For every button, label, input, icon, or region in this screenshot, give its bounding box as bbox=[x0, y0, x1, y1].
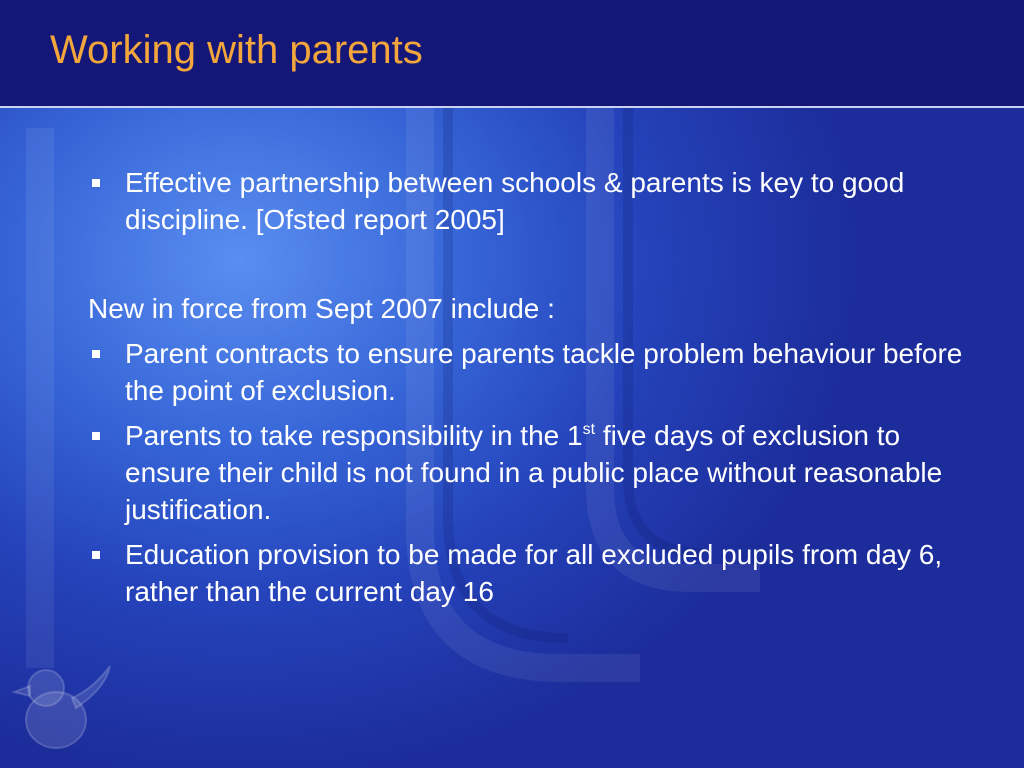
bullet-text bbox=[125, 420, 942, 525]
slide-title: Working with parents bbox=[50, 28, 423, 72]
bullet-item-intro bbox=[88, 164, 988, 238]
slide-content bbox=[88, 164, 988, 618]
square-bullet-icon bbox=[92, 179, 100, 187]
bullet-item-parent-responsibility bbox=[88, 417, 988, 528]
square-bullet-icon bbox=[92, 551, 100, 559]
bullet-text-part: Parents to take responsibility in the 1 bbox=[125, 420, 583, 451]
section-heading: New in force from Sept 2007 include : bbox=[88, 293, 555, 324]
bullet-text-part: five days of exclusion to ensure their child is not found in a public place without reasonable justification. bbox=[125, 420, 943, 525]
bullet-text: Effective partnership between schools & parents is key to good discipline. [Ofsted report 2005] bbox=[125, 167, 905, 235]
square-bullet-icon bbox=[92, 432, 100, 440]
bullet-text: Parent contracts to ensure parents tackle problem behaviour before the point of exclusion. bbox=[125, 338, 963, 406]
bullet-item-parent-contracts bbox=[88, 335, 988, 409]
square-bullet-icon bbox=[92, 350, 100, 358]
bullet-text: Education provision to be made for all excluded pupils from day 6, rather than the current day 16 bbox=[125, 539, 943, 607]
bird-mascot-icon bbox=[6, 658, 116, 758]
title-bar bbox=[0, 0, 1024, 108]
ordinal-suffix: st bbox=[582, 421, 596, 438]
bullet-item-education-provision bbox=[88, 536, 988, 610]
